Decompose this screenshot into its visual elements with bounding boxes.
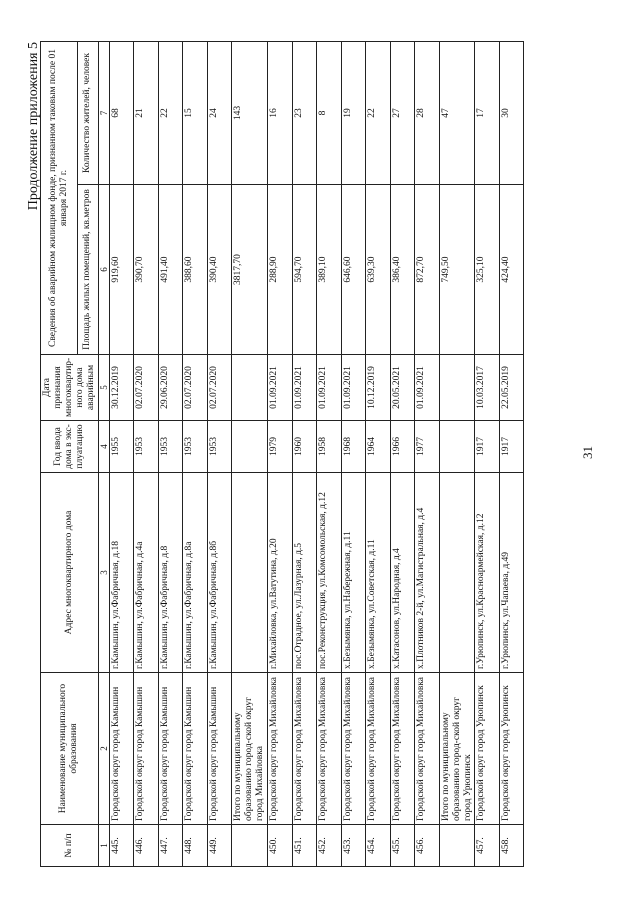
row-number: 451.: [292, 825, 317, 867]
row-number: 448.: [183, 825, 208, 867]
column-index: 2: [98, 673, 109, 825]
column-index: 1: [98, 825, 109, 867]
residents-cell: 28: [415, 42, 440, 185]
municipality-cell: Итого по муниципальному образованию город-ской округ город Михайловка: [232, 673, 268, 825]
row-number: 453.: [341, 825, 366, 867]
address-cell: х.Безымянка, ул.Набережная, д.11: [341, 473, 366, 673]
date-cell: [232, 355, 268, 421]
row-number: 458.: [499, 825, 524, 867]
date-cell: 01.09.2021: [268, 355, 293, 421]
page-number: 31: [580, 446, 595, 459]
area-cell: 594,70: [292, 185, 317, 355]
date-cell: 01.09.2021: [292, 355, 317, 421]
column-index: 7: [98, 42, 109, 185]
year-cell: 1964: [366, 421, 391, 473]
residents-cell: 30: [499, 42, 524, 185]
row-number: 457.: [475, 825, 500, 867]
municipality-cell: Городской округ город Камышин: [134, 673, 159, 825]
year-cell: 1953: [183, 421, 208, 473]
subtotal-row: [232, 42, 268, 867]
address-cell: г.Михайловка, ул.Ватутина, д.20: [268, 473, 293, 673]
residents-cell: 22: [158, 42, 183, 185]
residents-cell: 68: [109, 42, 134, 185]
municipality-cell: Городской округ город Камышин: [158, 673, 183, 825]
year-cell: 1917: [475, 421, 500, 473]
column-index: 6: [98, 185, 109, 355]
address-cell: г.Урюпинск, ул.Красноармейская, д.12: [475, 473, 500, 673]
area-cell: 288,90: [268, 185, 293, 355]
column-index: 3: [98, 473, 109, 673]
date-cell: 30.12.2019: [109, 355, 134, 421]
address-cell: пос.Отрадное, ул.Лазурная, д.5: [292, 473, 317, 673]
subtotal-row: [439, 42, 475, 867]
table-row: [390, 42, 415, 867]
year-cell: 1966: [390, 421, 415, 473]
area-cell: 491,40: [158, 185, 183, 355]
municipality-cell: Городской округ город Камышин: [183, 673, 208, 825]
municipality-cell: Городской округ город Михайловка: [317, 673, 342, 825]
year-cell: 1953: [134, 421, 159, 473]
year-cell: [232, 421, 268, 473]
date-cell: 01.09.2021: [415, 355, 440, 421]
residents-cell: 24: [207, 42, 232, 185]
row-number: 446.: [134, 825, 159, 867]
area-cell: 3817,70: [232, 185, 268, 355]
area-cell: 390,40: [207, 185, 232, 355]
year-cell: 1977: [415, 421, 440, 473]
column-index: 5: [98, 355, 109, 421]
municipality-cell: Городской округ город Михайловка: [292, 673, 317, 825]
address-cell: х.Безымянка, ул.Советская, д.11: [366, 473, 391, 673]
table-row: [317, 42, 342, 867]
row-number: 455.: [390, 825, 415, 867]
table-row: [499, 42, 524, 867]
address-cell: г.Камышин, ул.Фабричная, д.4а: [134, 473, 159, 673]
address-cell: г.Урюпинск, ул.Чапаева, д.49: [499, 473, 524, 673]
residents-cell: 16: [268, 42, 293, 185]
municipality-cell: Городской округ город Урюпинск: [475, 673, 500, 825]
row-number: 447.: [158, 825, 183, 867]
table-row: [292, 42, 317, 867]
date-cell: 20.05.2021: [390, 355, 415, 421]
header-area: Площадь жилых помещений, кв.метров: [77, 185, 98, 355]
header-address: Адрес многоквартирного дома: [41, 473, 99, 673]
year-cell: 1917: [499, 421, 524, 473]
area-cell: 390,70: [134, 185, 159, 355]
year-cell: 1953: [158, 421, 183, 473]
table-row: [207, 42, 232, 867]
municipality-cell: Городской округ город Михайловка: [415, 673, 440, 825]
row-number: 450.: [268, 825, 293, 867]
residents-cell: 143: [232, 42, 268, 185]
row-number: 449.: [207, 825, 232, 867]
area-cell: 386,40: [390, 185, 415, 355]
area-cell: 749,50: [439, 185, 475, 355]
date-cell: 10.03.2017: [475, 355, 500, 421]
municipality-cell: Городской округ город Урюпинск: [499, 673, 524, 825]
header-year: Год ввода дома в экс-плуатацию: [41, 421, 99, 473]
date-cell: [439, 355, 475, 421]
table-row: [268, 42, 293, 867]
table-row: [366, 42, 391, 867]
residents-cell: 27: [390, 42, 415, 185]
municipality-cell: Городской округ город Михайловка: [390, 673, 415, 825]
row-number: 445.: [109, 825, 134, 867]
address-cell: г.Камышин, ул.Фабричная, д.8: [158, 473, 183, 673]
year-cell: [439, 421, 475, 473]
address-cell: г.Камышин, ул.Фабричная, д.8а: [183, 473, 208, 673]
address-cell: г.Камышин, ул.Фабричная, д.18: [109, 473, 134, 673]
row-number: 454.: [366, 825, 391, 867]
area-cell: 424,40: [499, 185, 524, 355]
table-row: [341, 42, 366, 867]
residents-cell: 23: [292, 42, 317, 185]
address-cell: х.Плотников 2-й, ул.Магистральная, д.4: [415, 473, 440, 673]
header-residents: Количество жителей, человек: [77, 42, 98, 185]
table-row: [183, 42, 208, 867]
header-municipality: Наименование муниципального образования: [41, 673, 99, 825]
table-row: [134, 42, 159, 867]
area-cell: 389,10: [317, 185, 342, 355]
table-row: [415, 42, 440, 867]
address-cell: г.Камышин, ул.Фабричная, д.8б: [207, 473, 232, 673]
row-number: [439, 825, 475, 867]
municipality-cell: Городской округ город Михайловка: [268, 673, 293, 825]
area-cell: 325,10: [475, 185, 500, 355]
header-date: Дата признания многоквартир-ного дома аварийным: [41, 355, 99, 421]
residents-cell: 17: [475, 42, 500, 185]
table-row: [158, 42, 183, 867]
area-cell: 388,60: [183, 185, 208, 355]
date-cell: 01.09.2021: [341, 355, 366, 421]
municipality-cell: Городской округ город Михайловка: [366, 673, 391, 825]
municipality-cell: Городской округ город Камышин: [207, 673, 232, 825]
emergency-housing-table: [40, 41, 524, 867]
table-row: [109, 42, 134, 867]
year-cell: 1979: [268, 421, 293, 473]
table-row: [475, 42, 500, 867]
row-number: 456.: [415, 825, 440, 867]
area-cell: 919,60: [109, 185, 134, 355]
address-cell: [439, 473, 475, 673]
municipality-cell: Итого по муниципальному образованию город-ской округ город Урюпинск: [439, 673, 475, 825]
year-cell: 1960: [292, 421, 317, 473]
year-cell: 1968: [341, 421, 366, 473]
date-cell: 02.07.2020: [207, 355, 232, 421]
date-cell: 29.06.2020: [158, 355, 183, 421]
residents-cell: 47: [439, 42, 475, 185]
column-index: 4: [98, 421, 109, 473]
date-cell: 01.09.2021: [317, 355, 342, 421]
residents-cell: 22: [366, 42, 391, 185]
residents-cell: 8: [317, 42, 342, 185]
date-cell: 10.12.2019: [366, 355, 391, 421]
row-number: [232, 825, 268, 867]
year-cell: 1958: [317, 421, 342, 473]
address-cell: пос.Реконструкция, ул.Комсомольская, д.12: [317, 473, 342, 673]
column-index-row: [98, 42, 109, 867]
date-cell: 02.07.2020: [134, 355, 159, 421]
residents-cell: 21: [134, 42, 159, 185]
year-cell: 1955: [109, 421, 134, 473]
area-cell: 639,30: [366, 185, 391, 355]
date-cell: 22.05.2019: [499, 355, 524, 421]
area-cell: 646,60: [341, 185, 366, 355]
area-cell: 872,70: [415, 185, 440, 355]
header-num: № п/п: [41, 825, 99, 867]
row-number: 452.: [317, 825, 342, 867]
residents-cell: 19: [341, 42, 366, 185]
address-cell: [232, 473, 268, 673]
year-cell: 1953: [207, 421, 232, 473]
continuation-caption: Продолжение приложения 5: [26, 42, 41, 211]
residents-cell: 15: [183, 42, 208, 185]
municipality-cell: Городской округ город Камышин: [109, 673, 134, 825]
header-info: Сведения об аварийном жилищном фонде, признанном таковым после 01 января 2017 г.: [41, 42, 78, 355]
municipality-cell: Городской округ город Михайловка: [341, 673, 366, 825]
address-cell: х.Катасонов, ул.Народная, д.4: [390, 473, 415, 673]
date-cell: 02.07.2020: [183, 355, 208, 421]
